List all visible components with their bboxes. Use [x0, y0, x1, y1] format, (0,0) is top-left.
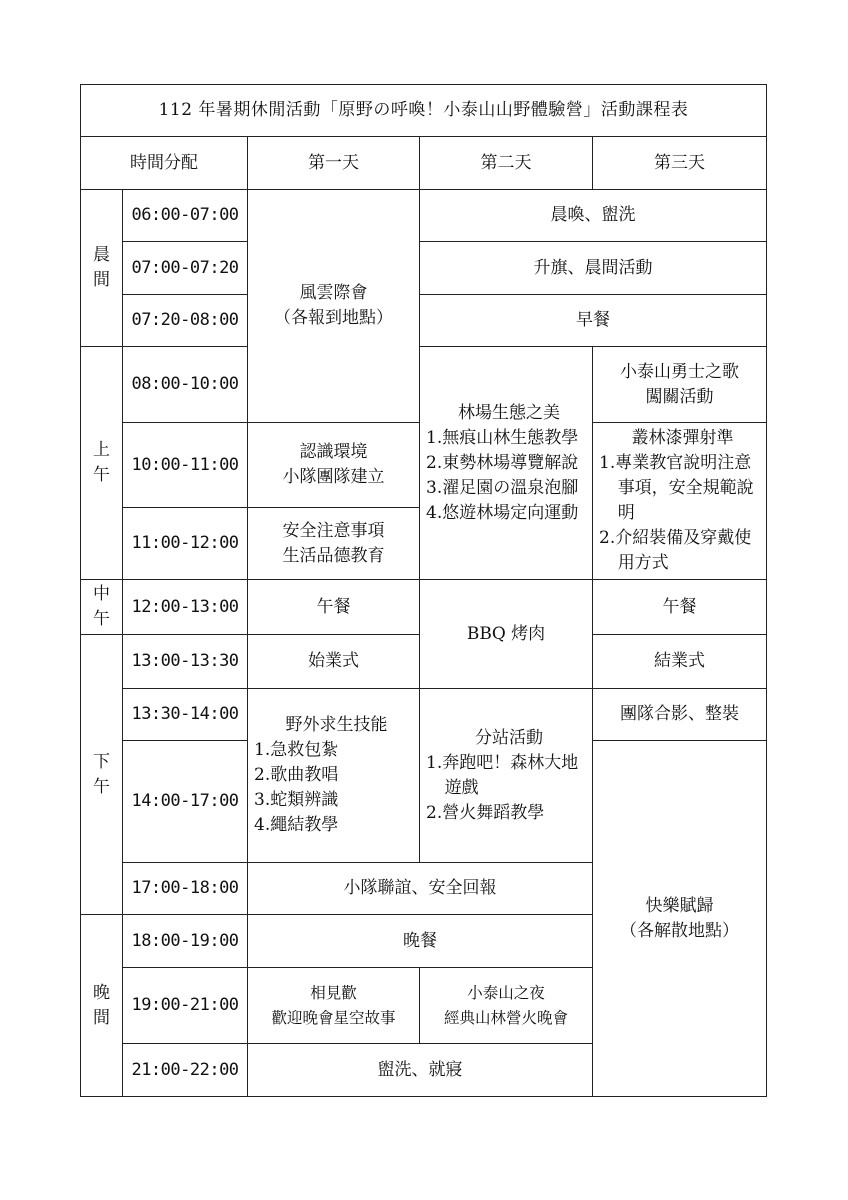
cell-survival: 野外求生技能 1.急救包紮 2.歌曲教唱 3.蛇類辨識 4.繩結教學	[248, 689, 420, 863]
time-slot: 07:20-08:00	[123, 295, 248, 347]
cell-photo: 團隊合影、整裝	[593, 689, 767, 741]
period-afternoon: 下 午	[81, 635, 123, 915]
cell-gohome: 快樂賦歸 （各解散地點）	[593, 741, 767, 1097]
cell-dinner: 晚餐	[248, 915, 593, 968]
period-morning-early: 晨 間	[81, 190, 123, 347]
schedule-table	[80, 84, 767, 1097]
cell-shoot: 叢林漆彈射準 1.專業教官說明注意事項，安全規範說明 2.介紹裝備及穿戴使用方式	[593, 423, 767, 580]
cell-sleep: 盥洗、就寢	[248, 1044, 593, 1097]
cell-gather: 風雲際會 （各報到地點）	[248, 190, 420, 423]
cell-bbq: BBQ 烤肉	[420, 580, 593, 689]
cell-night: 小泰山之夜 經典山林營火晚會	[420, 968, 593, 1044]
time-slot: 06:00-07:00	[123, 190, 248, 242]
time-slot: 07:00-07:20	[123, 242, 248, 295]
time-slot: 13:00-13:30	[123, 635, 248, 689]
cell-station: 分站活動 1.奔跑吧！森林大地遊戲 2.營火舞蹈教學	[420, 689, 593, 863]
cell-lunch-day3: 午餐	[593, 580, 767, 635]
page-title: 112 年暑期休閒活動「原野の呼喚！小泰山山野體驗營」活動課程表	[81, 85, 767, 137]
time-slot: 11:00-12:00	[123, 508, 248, 580]
cell-meet: 相見歡 歡迎晚會星空故事	[248, 968, 420, 1044]
header-day2: 第二天	[420, 137, 593, 190]
cell-closing: 結業式	[593, 635, 767, 689]
period-evening: 晚 間	[81, 915, 123, 1097]
cell-social: 小隊聯誼、安全回報	[248, 863, 593, 915]
header-day3: 第三天	[593, 137, 767, 190]
period-morning: 上 午	[81, 347, 123, 580]
cell-flag: 升旗、晨間活動	[420, 242, 767, 295]
time-slot: 18:00-19:00	[123, 915, 248, 968]
cell-warrior: 小泰山勇士之歌 闖關活動	[593, 347, 767, 423]
cell-forest: 林場生態之美 1.無痕山林生態教學 2.東勢林場導覽解說 3.濯足園の溫泉泡腳 4.悠遊林場定向運動	[420, 347, 593, 580]
header-time: 時間分配	[81, 137, 248, 190]
cell-lunch-day1: 午餐	[248, 580, 420, 635]
time-slot: 12:00-13:00	[123, 580, 248, 635]
cell-safety: 安全注意事項 生活品德教育	[248, 508, 420, 580]
time-slot: 08:00-10:00	[123, 347, 248, 423]
period-noon: 中 午	[81, 580, 123, 635]
cell-env: 認識環境 小隊團隊建立	[248, 423, 420, 508]
cell-wake: 晨喚、盥洗	[420, 190, 767, 242]
time-slot: 21:00-22:00	[123, 1044, 248, 1097]
time-slot: 17:00-18:00	[123, 863, 248, 915]
cell-opening: 始業式	[248, 635, 420, 689]
time-slot: 10:00-11:00	[123, 423, 248, 508]
time-slot: 13:30-14:00	[123, 689, 248, 741]
time-slot: 14:00-17:00	[123, 741, 248, 863]
cell-breakfast: 早餐	[420, 295, 767, 347]
time-slot: 19:00-21:00	[123, 968, 248, 1044]
header-day1: 第一天	[248, 137, 420, 190]
